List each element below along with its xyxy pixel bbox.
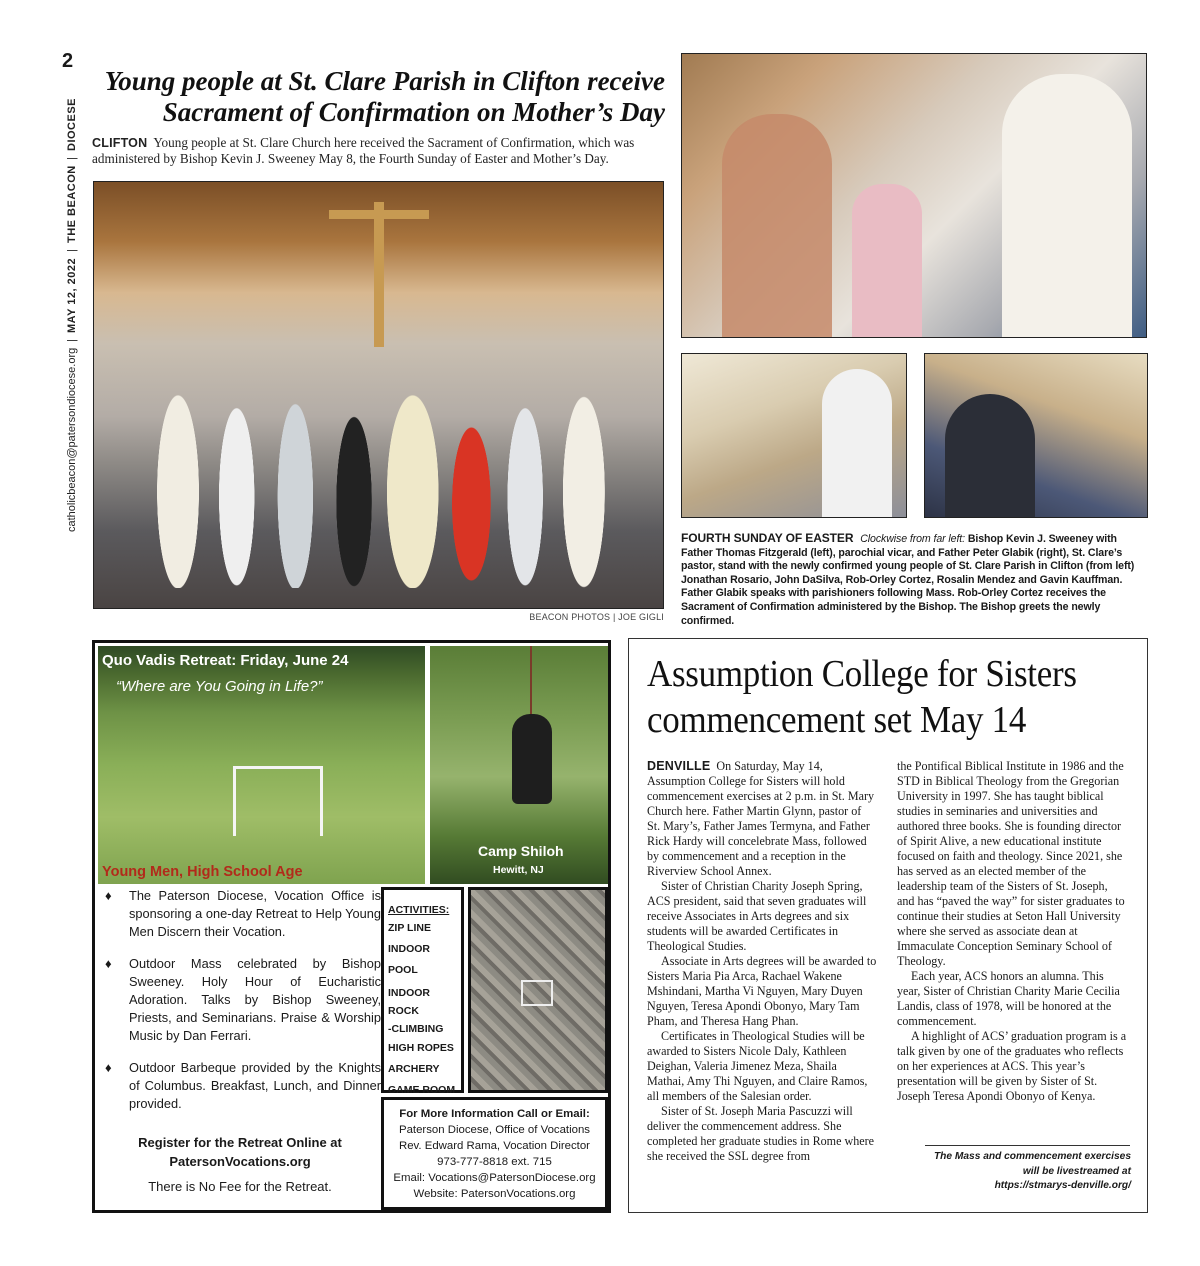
photo-parishioners: [681, 53, 1147, 338]
story2-paragraph: Sister of Christian Charity Joseph Spring, ACS president, said that seven graduates will receive Associates in Arts degrees and six students will be awarded Certificates in Theological Studies.: [647, 879, 867, 953]
story2-headline-line: commencement set May 14: [647, 699, 1027, 741]
register-text: Register for the Retreat Online at: [138, 1135, 342, 1150]
ad-activities: [381, 887, 464, 1096]
story2-paragraph: Associate in Arts degrees will be awarded to Sisters Maria Pia Arca, Rachael Wakene Mshindani, Martha Vi Nguyen, Mary Duyen Nguyen, Teresa Apondi Obonyo, Mary Tam Pham, and Theresa Hang Phan.: [647, 954, 877, 1028]
spine-separator: |: [66, 156, 78, 160]
crucifix-shape: [374, 202, 384, 347]
spine-diocese: DIOCESE: [66, 97, 78, 151]
livestream-text: will be livestreamed at: [1022, 1165, 1131, 1177]
diamond-bullet-icon: ♦: [105, 888, 112, 903]
story2-column-1: [647, 759, 877, 1164]
story2-dateline: DENVILLE: [647, 759, 711, 773]
activities-heading: ACTIVITIES:: [388, 904, 450, 916]
figure-shape: [945, 394, 1035, 518]
caption-body: Bishop Kevin J. Sweeney with Father Thomas Fitzgerald (left), parochial vicar, and Father Peter Glabik (right), St. Clare’s pastor, stand with the newly confirmed young people of St. Clare Parish in Clifton (from left) Jonathan Rosario, John DaSilva, Rob-Orley Cortez, Rosalin Mendez and Gavin Kauffman. Father Glabik speaks with parishioners following Mass. Rob-Orley Cortez receives the Sacrament of Confirmation administered by the Bishop. The Bishop greets the newly confirmed.: [681, 533, 1135, 627]
page-spine: [60, 75, 84, 555]
spine-separator: |: [66, 339, 78, 343]
spine-separator: |: [66, 249, 78, 253]
photo-caption: [681, 532, 1148, 628]
story2-paragraph: [647, 759, 877, 879]
camp-town: Hewitt, NJ: [493, 864, 544, 876]
spine-paper: THE BEACON: [66, 165, 78, 244]
website-link[interactable]: PatersonVocations.org: [460, 1188, 576, 1200]
caption-kicker: FOURTH SUNDAY OF EASTER: [681, 531, 854, 545]
story2-column-2: [897, 759, 1127, 1104]
contact-website: [384, 1186, 605, 1202]
ad-bullet-text: Outdoor Mass celebrated by Bishop Sweeney. Holy Hour of Eucharistic Adoration. Talks by Bishop Sweeney, Priests, and Seminarians. Praise & Worship Music by Dan Ferrari.: [129, 956, 381, 1043]
ad-bullet-text: Outdoor Barbeque provided by the Knights of Columbus. Breakfast, Lunch, and Dinner provided.: [129, 1060, 381, 1111]
story1-headline-line: Sacrament of Confirmation on Mother’s Day: [162, 97, 665, 127]
story2-paragraph-text: On Saturday, May 14, Assumption College for Sisters will hold commencement exercises at 2 p.m. in St. Mary Church here. Father Martin Glynn, pastor of St. Mary’s, Father James Termyna, and Father Rick Hardy will concelebrate Mass, followed by commencement and a reception in the Riverview School Annex.: [647, 759, 875, 878]
activity-item: ZIP LINE: [388, 922, 431, 934]
spine-email[interactable]: catholicbeacon@patersondiocese.org: [66, 348, 78, 533]
diamond-bullet-icon: ♦: [105, 1060, 112, 1075]
activity-item: INDOOR ROCK: [388, 987, 430, 1017]
ad-bullet: [99, 1059, 381, 1113]
photo-bishop-greets: [924, 353, 1148, 518]
divider: [925, 1145, 1130, 1146]
zipline-rope-shape: [530, 646, 532, 716]
ad-photo-zipline: [430, 646, 608, 884]
story1-dateline: CLIFTON: [92, 136, 148, 150]
figure-shape: [512, 714, 552, 804]
ad-title: Quo Vadis Retreat: Friday, June 24: [102, 652, 349, 669]
ad-photo-field: [98, 646, 425, 884]
ad-fee: There is No Fee for the Retreat.: [148, 1179, 332, 1194]
activity-item: -CLIMBING: [388, 1023, 444, 1035]
ad-bullet-list: [99, 887, 381, 1127]
ad-bullet-text: The Paterson Diocese, Vocation Office is sponsoring a one-day Retreat to Help Young Men Discern their Vocation.: [129, 888, 381, 939]
story2-paragraph: Certificates in Theological Studies will be awarded to Sisters Nicole Daly, Kathleen Deighan, Valeria Jimenez Meza, Shaila Mathai, Amy Thi Nguyen, and Claire Ramos, all members of the Salesian order.: [647, 1029, 868, 1103]
caption-intro: Clockwise from far left:: [860, 533, 965, 545]
ad-photo-climbing-wall: [468, 887, 608, 1093]
story1-headline: [90, 66, 665, 128]
figure-shape: [722, 114, 832, 338]
story2-paragraph: A highlight of ACS’ graduation program is a talk given by one of the graduates who reflects on her experiences at ACS. This year’s presentation will be given by Sister of St. Joseph Teresa Apondi Obonyo of Kenya.: [897, 1029, 1127, 1103]
story2-headline-line: Assumption College for Sisters: [647, 653, 1077, 695]
activity-item: INDOOR POOL: [388, 943, 430, 976]
figure-shape: [852, 184, 922, 338]
basketball-hoop-shape: [521, 980, 553, 1006]
story2-headline: [647, 651, 1098, 743]
photo-confirmation-group: [93, 181, 664, 609]
figure-shape: [1002, 74, 1132, 338]
figure-shape: [822, 369, 892, 518]
story2-paragraph: the Pontifical Biblical Institute in 1986 and the STD in Biblical Theology from the Gregorian University in 1997. She has taught biblical studies in seminaries and universities and authored three books. She is founding director of Spirit Alive, a new educational institute focused on faith and theology. Since 2021, she has served as an elected member of the leadership team of the Sisters of St. Joseph, and has “paved the way” for sister graduates to continue their studies at Seton Hall University where she served as associate dean at Immaculate Conception Seminary School of Theology.: [897, 759, 1125, 968]
contact-director: Rev. Edward Rama, Vocation Director: [399, 1140, 590, 1152]
photo-confirmation-rite: [681, 353, 907, 518]
register-link[interactable]: PatersonVocations.org: [169, 1154, 311, 1169]
ad-bullet: [99, 887, 381, 941]
story1-lede-text: Young people at St. Clare Church here received the Sacrament of Confirmation, which was administered by Bishop Kevin J. Sweeney May 8, the Fourth Sunday of Easter and Mother’s Day.: [92, 135, 635, 166]
contact-email[interactable]: Email: Vocations@PatersonDiocese.org: [393, 1172, 596, 1184]
story1-lede: [92, 135, 664, 166]
group-figures: [134, 348, 623, 588]
photo-credit: BEACON PHOTOS | JOE GIGLI: [529, 612, 664, 622]
page-number: 2: [62, 50, 74, 72]
retreat-ad: [92, 640, 611, 1213]
story1-headline-line: Young people at St. Clare Parish in Clifton receive: [104, 66, 665, 96]
story2-paragraph: Sister of St. Joseph Maria Pascuzzi will deliver the commencement address. She completed her graduate studies in Rome where she received the SSL degree from: [647, 1104, 875, 1163]
livestream-link[interactable]: https://stmarys-denville.org/: [994, 1180, 1131, 1191]
activity-item: HIGH ROPES: [388, 1042, 454, 1054]
contact-heading: For More Information Call or Email:: [399, 1108, 590, 1120]
ad-audience: Young Men, High School Age: [102, 864, 303, 880]
website-label: Website:: [413, 1188, 458, 1200]
spine-date: MAY 12, 2022: [66, 258, 78, 334]
story2-article: [628, 638, 1148, 1213]
ad-bullet: [99, 955, 381, 1045]
contact-phone[interactable]: 973-777-8818 ext. 715: [437, 1156, 552, 1168]
ad-register: [99, 1133, 381, 1171]
activity-item: GAME ROOM: [388, 1084, 456, 1096]
ad-contact: [381, 1097, 608, 1210]
soccer-goal-shape: [233, 766, 323, 836]
diamond-bullet-icon: ♦: [105, 956, 112, 971]
livestream-note: [899, 1150, 1131, 1194]
ad-subtitle: “Where are You Going in Life?”: [116, 678, 323, 695]
activity-item: ARCHERY: [388, 1063, 440, 1075]
story2-paragraph: Each year, ACS honors an alumna. This year, Sister of Christian Charity Marie Cecilia Landis, class of 1978, will be honored at the commencement.: [897, 969, 1120, 1028]
camp-name: Camp Shiloh: [478, 843, 564, 859]
contact-office: Paterson Diocese, Office of Vocations: [398, 1124, 590, 1136]
livestream-text: The Mass and commencement exercises: [933, 1151, 1131, 1162]
